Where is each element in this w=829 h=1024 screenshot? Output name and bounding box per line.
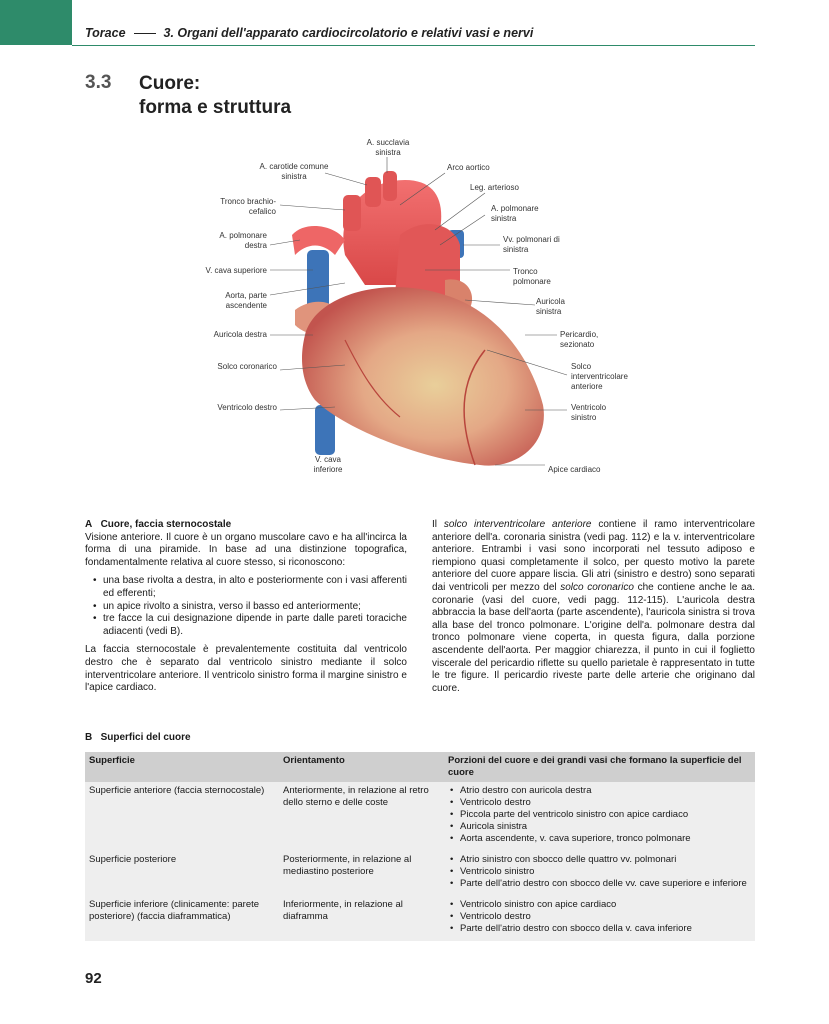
heart-figure bbox=[195, 135, 645, 480]
list-item: • Ventricolo destro bbox=[460, 797, 751, 809]
list-item: • una base rivolta a destra, in alto e posteriormente con i vasi afferenti ed efferenti; bbox=[95, 575, 407, 600]
caption-a bbox=[85, 519, 407, 701]
label-arco: Arco aortico bbox=[447, 163, 490, 172]
section-title bbox=[139, 72, 291, 120]
label-polm-dx: A. polmonare destra bbox=[219, 231, 267, 250]
label-cava-inf: V. cava inferiore bbox=[313, 455, 343, 474]
table-row bbox=[85, 896, 755, 941]
section-title-line1: Cuore: bbox=[139, 73, 201, 94]
label-leg: Leg. arterioso bbox=[470, 183, 519, 192]
list-item: • Auricola sinistra bbox=[460, 821, 751, 833]
ventricles-shape bbox=[302, 287, 544, 465]
caption-a-para2: La faccia sternocostale è prevalentemente costituita dal ventricolo destro che è separato dal ventricolo sinistro mediante il solco interventricolare anteriore. Il ventricolo sinistro forma il margine sinistro e l'apice cardiaco. bbox=[85, 644, 407, 694]
label-solco-cor: Solco coronarico bbox=[217, 362, 277, 371]
table-cell bbox=[444, 896, 755, 941]
caption-a-col2 bbox=[432, 519, 755, 701]
table-cell: Posteriormente, in relazione al mediastino posteriore bbox=[279, 851, 444, 896]
table-cell bbox=[444, 782, 755, 851]
header-chapter: 3. Organi dell'apparato cardiocircolatorio e relativi vasi e nervi bbox=[163, 26, 534, 40]
label-brachio: Tronco brachio-cefalico bbox=[220, 197, 276, 216]
list-item: • tre facce la cui designazione dipende in parte dalle pareti toraciche adiacenti (vedi B). bbox=[95, 613, 407, 638]
caption-a-intro: Visione anteriore. Il cuore è un organo muscolare cavo e ha all'incirca la forma di una piramide. In base ad una distinzione topografica, fondamentalmente relativa al cuore stesso, si riconoscono: bbox=[85, 531, 407, 568]
label-vv-polm: Vv. polmonari di sinistra bbox=[503, 235, 560, 254]
list-item: • Atrio sinistro con sbocco delle quattro vv. polmonari bbox=[460, 854, 751, 866]
vena-cava-superior-shape bbox=[307, 250, 329, 310]
label-pericardio: Pericardio, sezionato bbox=[560, 330, 599, 349]
label-succlavia: A. succlavia sinistra bbox=[366, 138, 410, 157]
table-header-row bbox=[85, 752, 755, 782]
header-part: Torace bbox=[85, 26, 126, 40]
col-header: Orientamento bbox=[279, 752, 444, 782]
label-solco-iv: Solco interventricolare anteriore bbox=[571, 362, 628, 391]
table-cell: Superficie inferiore (clinicamente: parete posteriore) (faccia diaframmatica) bbox=[85, 896, 279, 941]
table-cell: Superficie posteriore bbox=[85, 851, 279, 896]
label-polm-sx: A. polmonare sinistra bbox=[491, 204, 539, 223]
list-item: • Piccola parte del ventricolo sinistro con apice cardiaco bbox=[460, 809, 751, 821]
label-auricola-sx: Auricola sinistra bbox=[536, 297, 565, 316]
label-tronco-polm: Tronco polmonare bbox=[513, 267, 551, 286]
list-item: • Parte dell'atrio destro con sbocco della v. cava inferiore bbox=[460, 923, 751, 935]
col-header: Superficie bbox=[85, 752, 279, 782]
table-cell: Superficie anteriore (faccia sternocostale) bbox=[85, 782, 279, 851]
list-item: • Aorta ascendente, v. cava superiore, tronco polmonare bbox=[460, 833, 751, 845]
page-number: 92 bbox=[85, 970, 102, 987]
list-item: • Atrio destro con auricola destra bbox=[460, 785, 751, 797]
running-header bbox=[85, 26, 533, 40]
label-auricola-dx: Auricola destra bbox=[213, 330, 267, 339]
table-row bbox=[85, 851, 755, 896]
table-cell: Anteriormente, in relazione al retro dello sterno e delle coste bbox=[279, 782, 444, 851]
list-item: • Ventricolo sinistro bbox=[460, 866, 751, 878]
header-rule bbox=[72, 45, 755, 46]
label-apice: Apice cardiaco bbox=[548, 465, 601, 474]
list-item: • Parte dell'atrio destro con sbocco delle vv. cave superiore e inferiore bbox=[460, 878, 751, 890]
corner-tab bbox=[0, 0, 72, 45]
label-ventr-dx: Ventricolo destro bbox=[217, 403, 277, 412]
label-carotide: A. carotide comune sinistra bbox=[259, 162, 329, 181]
col-header: Porzioni del cuore e dei grandi vasi che formano la superficie del cuore bbox=[444, 752, 755, 782]
label-cava-sup: V. cava superiore bbox=[205, 266, 267, 275]
table-b-title: B Superfici del cuore bbox=[85, 732, 191, 743]
surfaces-table bbox=[85, 752, 755, 941]
label-aorta: Aorta, parte ascendente bbox=[225, 291, 267, 310]
caption-a-col2-para: Il solco interventricolare anteriore contiene il ramo interventricolare anteriore dell'a. coronaria sinistra (vedi pag. 112) e la v. interventricolare anteriore. Entrambi i vasi sono incorporati nel tessuto adiposo e riempiono quasi completamente il solco, per questo motivo la parete anteriore del cuore appare liscia. Gli atri (sinistro e destro) sono separati dai ventricoli per mezzo del solco coronarico che contiene anche le aa. coronarie (vasi del cuore, vedi pagg. 112-115). L'auricola destra abbraccia la base dell'aorta (parte ascendente), l'auricola sinistra si trova alla base del tronco polmonare. L'origine dell'a. polmonare destra dal tronco polmonare viene coperta, in questa figura, dalla porzione ascendente dell'aorta. Per maggior chiarezza, il punto in cui il foglietto viscerale del pericardio riflette su quello parietale è rappresentato in tutte le tre figure. Il pericardio riveste parte delle arterie che originano dal cuore. bbox=[432, 519, 756, 694]
label-ventr-sx: Ventricolo sinistro bbox=[571, 403, 607, 422]
section-number: 3.3 bbox=[85, 72, 112, 93]
list-item: • un apice rivolto a sinistra, verso il basso ed anteriormente; bbox=[95, 601, 407, 614]
caption-a-title: A Cuore, faccia sternocostale bbox=[85, 519, 232, 530]
caption-a-bullets bbox=[85, 575, 407, 638]
table-cell: Inferiormente, in relazione al diaframma bbox=[279, 896, 444, 941]
section-title-line2: forma e struttura bbox=[139, 97, 292, 118]
table-row bbox=[85, 782, 755, 851]
table-cell bbox=[444, 851, 755, 896]
list-item: • Ventricolo sinistro con apice cardiaco bbox=[460, 899, 751, 911]
list-item: • Ventricolo destro bbox=[460, 911, 751, 923]
